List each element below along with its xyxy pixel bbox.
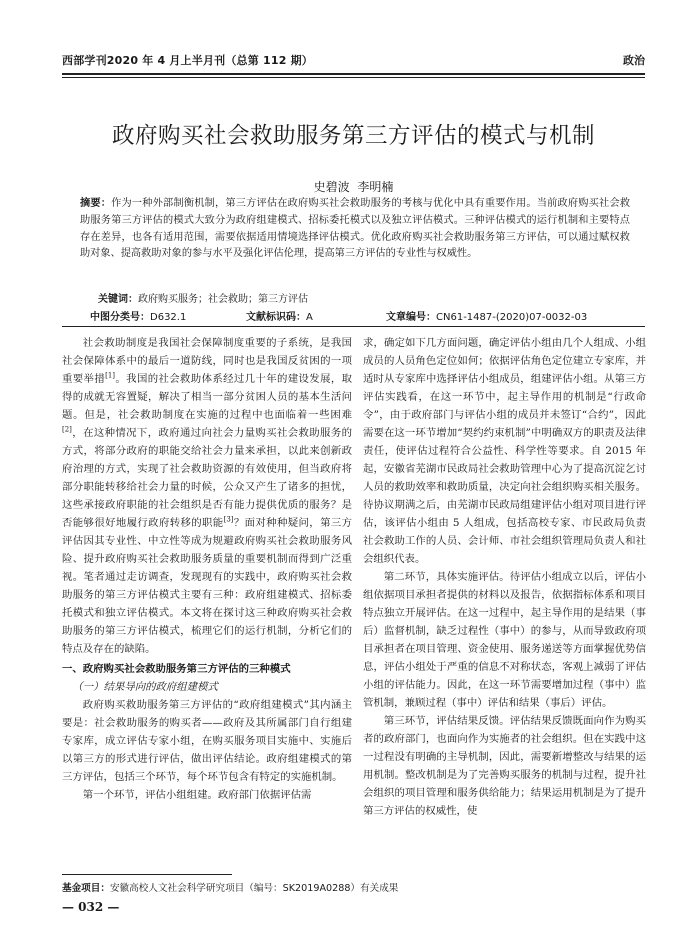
body-column-left [62,334,352,804]
section-label: 政治 [623,54,645,67]
paragraph: 第三环节，评估结果反馈。评估结果反馈既面向作为购买者的政府部门，也面向作为实施者的社会组织。但在实践中这一过程没有明确的主导机制，因此，需要新增整改与结果的运用机制。整改机制是为了完善购买服务的机制与过程，提升社会组织的项目管理和服务供给能力；结果运用机制是为了提升第三方评估的权威性，使 [363,715,646,817]
text-run: 社会救助制度是我国社会保障制度重要的子系统，是我国社会保障体系中的最后一道防线，同时也是我国反贫困的一项重要举措 [62,337,352,385]
subsection-heading: （一）结果导向的政府组建模式 [72,681,218,693]
clc-value: D632.1 [150,312,187,323]
footnote-rule [62,874,232,875]
keywords-text: 政府购买服务；社会救助；第三方评估 [138,294,308,305]
clc-label: 中图分类号： [90,312,150,323]
abstract-text: 作为一种外部制衡机制，第三方评估在政府购买社会救助服务的考核与优化中具有重要作用。当前政府购买社会救助服务第三方评估的模式大致分为政府组建模式、招标委托模式以及独立评估模式。三种评估模式的运行机制和主要特点存在差异，也各有适用范围，需要依据适用情境选择评估模式。优化政府购买社会救助服务第三方评估，可以通过赋权救助对象、提高救助对象的参与水平及强化评估伦理，提高第三方评估的专业性与权威性。 [80,198,631,260]
body-column-right [363,334,646,820]
page-number: — 032 — [62,900,120,914]
section-heading: 一、政府购买社会救助服务第三方评估的三种模式 [62,663,291,675]
header-rule [62,73,645,75]
article-title: 政府购买社会救助服务第三方评估的模式与机制 [111,123,595,149]
text-run: ，在这种情况下，政府通过向社会力量购买社会救助服务的方式，将部分政府的职能交给社会力量来承担，以此来创新政府治理的方式，实现了社会救助资源的有效使用，但当政府将部分职能转移给社会力量的时候，公众又产生了诸多的担忧，这些承接政府职能的社会组织是否有能力提供优质的服务？是否能够很好地履行政府转移的职能 [62,427,352,529]
document-code [246,308,313,323]
citation: [2] [62,425,72,434]
article-authors: 史碧波 李明楠 [313,180,394,194]
doc-code-value: A [306,312,313,323]
article-no-label: 文章编号： [386,312,436,323]
paragraph: 求，确定如下几方面问题，确定评估小组由几个人组成、小组成员的人员角色定位如何；依据评估角色定位建立专家库，并适时从专家库中选择评估小组成员，组建评估小组。从第三方评估实践看，在这一环节中，起主导作用的机制是“行政命令”，由于政府部门与评估小组的成员并未签订“合约”，因此需要在这一环节增加“契约约束机制”中明确双方的职责及法律责任，使评估过程符合公益性、科学性等要求。自 2015 年起，安徽省芜湖市民政局社会救助管理中心为了提高沉淀乞讨人员的救助效率和救助质量，决定向社会组织购买相关服务。待协议期满之后，由芜湖市民政局组建评估小组对项目进行评估，该评估小组由 5 人组成，包括高校专家、市民政局负责社会救助工作的人员、会计师、市社会组织管理局负责人和社会组织代表。 [363,337,646,565]
fund-note [62,880,398,894]
article-no-value: CN61-1487-(2020)07-0032-03 [436,312,588,323]
abstract-label: 摘要： [80,198,112,209]
text-run: 。我国的社会救助体系经过几十年的建设发展，取得的成就无容置疑，解决了相当一部分贫困人员的基本生活问题。但是，社会救助制度在实施的过程中也面临着一些困难 [62,373,353,421]
citation: [3] [223,515,234,524]
text-run: ？面对种种疑问，第三方评估因其专业性、中立性等成为规避政府购买社会救助服务风险、提升政府购买社会救助服务质量的重要机制而得到广泛重视。笔者通过走访调查，发现现有的实践中，政府购买社会救助服务的第三方评估模式主要有三种：政府组建模式、招标委托模式和独立评估模式。本文将在探讨这三种政府购买社会救助服务的第三方评估模式，梳理它们的运行机制，分析它们的特点及存在的缺陷。 [62,517,353,655]
citation: [1] [105,371,116,380]
header-rule-thin [62,77,645,78]
fund-label: 基金项目： [62,883,110,894]
paragraph [62,334,352,658]
paragraph: 第二环节，具体实施评估。待评估小组成立以后，评估小组依据项目承担者提供的材料以及报告，依据指标体系和项目特点独立开展评估。在这一过程中，起主导作用的是结果（事后）监督机制，缺乏过程性（事中）的参与，从而导致政府项目承担者在项目管理、资金使用、服务递送等方面掌握优势信息，评估小组处于严重的信息不对称状态，客观上减弱了评估小组的评估能力。因此，在这一环节需要增加过程（事中）监管机制，兼顾过程（事中）评估和结果（事后）评估。 [363,571,646,709]
clc-code [90,308,186,323]
article-number [386,308,587,323]
paragraph: 政府购买救助服务第三方评估的“政府组建模式”其内涵主要是：社会救助服务的购买者——政府及其所属部门自行组建专家库，成立评估专家小组，在购买服务项目实施中、实施后以第三方的形式进行评估，做出评估结论。政府组建模式的第三方评估，包括三个环节，每个环节包含有特定的实施机制。 [62,699,352,783]
running-header [62,52,645,72]
fund-text: 安徽高校人文社会科学研究项目（编号：SK2019A0288）有关成果 [109,883,399,894]
journal-name: 西部学刊2020 年 4 月上半月刊（总第 112 期） [62,54,313,67]
abstract [80,196,630,263]
paragraph: 第一个环节，评估小组组建。政府部门依据评估需 [82,789,312,801]
meta-rule [62,326,645,327]
keywords-label: 关键词： [98,294,138,305]
keywords [98,290,308,305]
doc-code-label: 文献标识码： [246,312,306,323]
